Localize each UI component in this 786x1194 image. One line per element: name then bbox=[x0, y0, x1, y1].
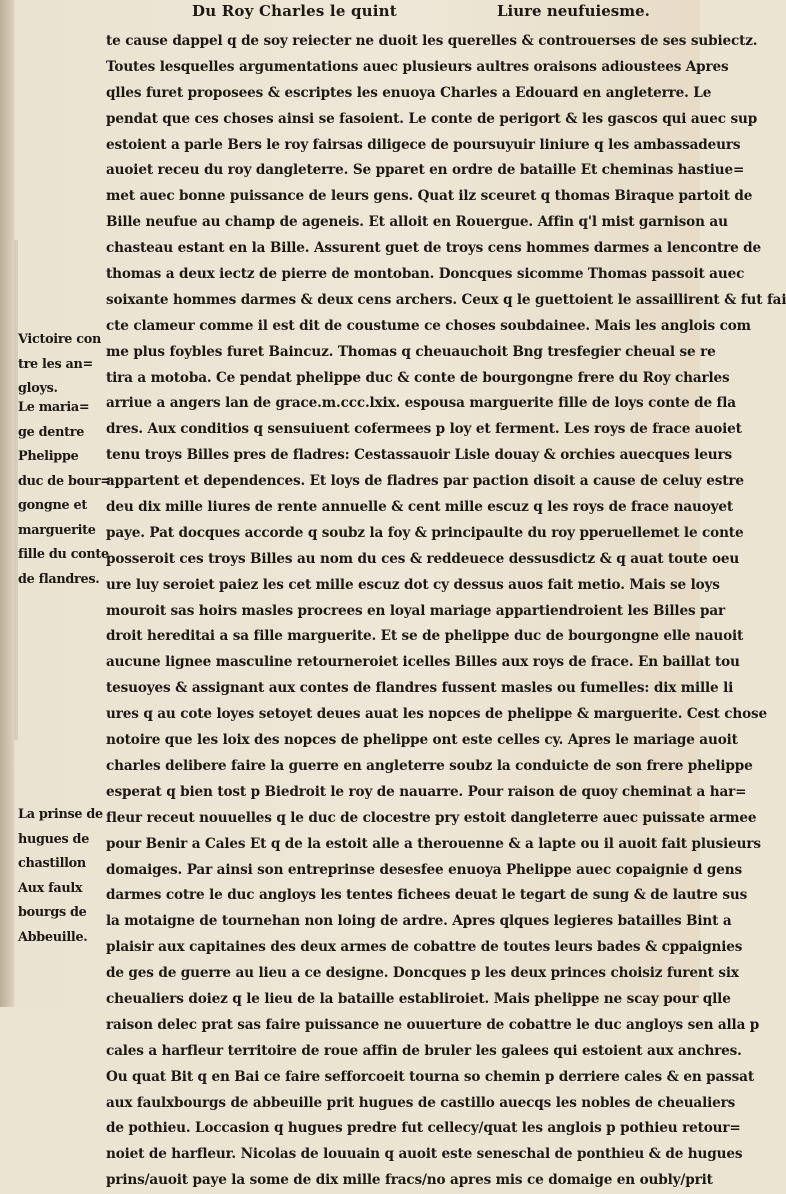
text-line: ure luy seroiet paiez les cet mille escuz dot cy dessus auos fait metio. Mais se loys bbox=[106, 576, 720, 593]
text-line: arriue a angers lan de grace.m.ccc.lxix. espousa marguerite fille de loys conte de fla bbox=[106, 395, 736, 412]
text-line: paye. Pat docques accorde q soubz la foy & principaulte du roy pperuellemet le conte bbox=[106, 524, 744, 541]
margin-note-line: gongne et bbox=[18, 498, 87, 513]
margin-note-line: marguerite bbox=[18, 522, 96, 538]
text-line: droit hereditai a sa fille marguerite. Et se de phelippe duc de bourgongne elle nauoit bbox=[106, 628, 744, 645]
text-line: la motaigne de tournehan non loing de ardre. Apres qlques legieres batailles Bint a bbox=[106, 913, 732, 930]
text-line: pendat que ces choses ainsi se fasoient. Le conte de perigort & les gascos qui auec sup bbox=[106, 110, 758, 127]
page-gutter-shadow bbox=[0, 0, 14, 1007]
text-line: tesuoyes & assignant aux contes de flandres fussent masles ou fumelles: dix mille li bbox=[106, 680, 734, 697]
text-line: deu dix mille liures de rente annuelle & cent mille escuz q les roys de frace nauoyet bbox=[106, 499, 734, 516]
text-line: chasteau estant en la Bille. Assurent guet de troys cens hommes darmes a lencontre de bbox=[106, 240, 762, 257]
text-line: de ges de guerre au lieu a ce designe. Doncques p les deux princes choisiz furent six bbox=[106, 965, 739, 982]
text-line: prins/auoit paye la some de dix mille fracs/no apres mis ce domaige en oubly/prit bbox=[106, 1172, 713, 1189]
margin-note-prinse bbox=[18, 803, 106, 950]
text-line: noiet de harfleur. Nicolas de louuain q auoit este seneschal de ponthieu & de hugues bbox=[106, 1146, 743, 1163]
margin-note-line: gloys. bbox=[18, 381, 58, 396]
text-line: aucune lignee masculine retourneroiet icelles Billes aux roys de frace. En baillat tou bbox=[106, 654, 740, 671]
margin-note-line: La prinse de bbox=[18, 807, 103, 822]
text-line: domaiges. Par ainsi son entreprinse desesfee enuoya Phelippe auec copaignie d gens bbox=[106, 861, 742, 878]
margin-note-mariage bbox=[18, 396, 111, 592]
text-line: ures q au cote loyes setoyet deues auat les nopces de phelippe & marguerite. Cest chose bbox=[106, 706, 768, 723]
text-line: qlles furet proposees & escriptes les enuoya Charles a Edouard en angleterre. Le bbox=[106, 84, 712, 101]
folio-label: Liure neufuiesme. bbox=[497, 2, 650, 20]
margin-note-line: duc de bour= bbox=[18, 473, 111, 489]
text-line: de pothieu. Loccasion q hugues predre fut cellecy/quat les anglois p pothieu retour= bbox=[106, 1120, 741, 1137]
text-line: fleur receut nouuelles q le duc de clocestre pry estoit dangleterre auec puissate armee bbox=[106, 809, 757, 826]
text-line: met auec bonne puissance de leurs gens. Quat ilz sceuret q thomas Biraque partoit de bbox=[106, 188, 753, 205]
margin-note-line: hugues de bbox=[18, 831, 90, 847]
margin-note-line: tre les an= bbox=[18, 356, 93, 372]
running-title: Du Roy Charles le quint bbox=[192, 2, 397, 20]
text-line: Ou quat Bit q en Bai ce faire sefforcoeit tourna so chemin p derriere cales & en passat bbox=[106, 1068, 754, 1085]
margin-note-line: Phelippe bbox=[18, 449, 79, 464]
text-line: Toutes lesquelles argumentations auec plusieurs aultres oraisons adioustees Apres bbox=[106, 58, 729, 75]
text-line: estoient a parle Bers le roy fairsas diligece de poursuyuir liniure q les ambassadeurs bbox=[106, 136, 741, 153]
text-line: esperat q bien tost p Biedroit le roy de nauarre. Pour raison de quoy cheminat a har= bbox=[106, 783, 747, 800]
text-line: posseroit ces troys Billes au nom du ces & reddeuece dessusdictz & q auat toute oeu bbox=[106, 550, 740, 567]
text-line: soixante hommes darmes & deux cens archers. Ceux q le guettoient le assaillirent & fut fai bbox=[106, 291, 786, 308]
text-line: mouroit sas hoirs masles procrees en loyal mariage appartiendroient les Billes par bbox=[106, 602, 726, 619]
text-line: raison delec prat sas faire puissance ne ouuerture de cobattre le duc angloys sen alla p bbox=[106, 1016, 760, 1033]
margin-note-line: Aux faulx bbox=[18, 880, 83, 896]
margin-note-line: bourgs de bbox=[18, 905, 87, 920]
text-line: Bille neufue au champ de ageneis. Et alloit en Rouergue. Affin q'l mist garnison au bbox=[106, 214, 728, 231]
text-line: te cause dappel q de soy reiecter ne duoit les querelles & controuerses de ses subiectz. bbox=[106, 33, 758, 49]
text-line: plaisir aux capitaines des deux armes de cobattre de toutes leurs bades & cppaignies bbox=[106, 939, 743, 956]
text-line: thomas a deux iectz de pierre de montoban. Doncques sicomme Thomas passoit auec bbox=[106, 266, 745, 283]
text-line: cales a harfleur territoire de roue affin de bruler les galees qui estoient aux anchres. bbox=[106, 1042, 742, 1059]
text-line: notoire que les loix des nopces de phelippe ont este celles cy. Apres le mariage auoit bbox=[106, 732, 738, 749]
text-line: dres. Aux conditios q sensuiuent cofermees p loy et ferment. Les roys de frace auoiet bbox=[106, 421, 742, 438]
text-line: pour Benir a Cales Et q de la estoit alle a therouenne & a lapte ou il auoit fait plusieurs bbox=[106, 835, 761, 852]
text-line: charles delibere faire la guerre en angleterre soubz la conduicte de son frere phelippe bbox=[106, 757, 753, 774]
margin-note-line: ge dentre bbox=[18, 424, 85, 440]
margin-note-victoire bbox=[18, 328, 106, 402]
text-line: cte clameur comme il est dit de coustume ce choses soubdainee. Mais les anglois com bbox=[106, 317, 751, 334]
margin-note-line: Le maria= bbox=[18, 400, 90, 415]
text-line: appartent et dependences. Et loys de fladres par paction disoit a cause de celuy estre bbox=[106, 473, 744, 490]
text-line: tenu troys Billes pres de fladres: Cestassauoir Lisle douay & orchies auecques leurs bbox=[106, 447, 733, 464]
margin-note-line: Victoire con bbox=[18, 332, 102, 347]
text-line: me plus foybles furet Baincuz. Thomas q cheuauchoit Bng tresfegier cheual se re bbox=[106, 343, 716, 360]
text-line: auoiet receu du roy dangleterre. Se pparet en ordre de bataille Et cheminas hastiue= bbox=[106, 162, 745, 179]
text-line: cheualiers doiez q le lieu de la bataille establiroiet. Mais phelippe ne scay pour qlle bbox=[106, 990, 731, 1007]
margin-note-line: fille du conte bbox=[18, 547, 109, 562]
margin-note-line: chastillon bbox=[18, 856, 86, 871]
main-text-block bbox=[106, 29, 786, 1189]
margin-note-line: de flandres. bbox=[18, 571, 100, 587]
margin-note-line: Abbeuille. bbox=[18, 929, 88, 945]
text-line: aux faulxbourgs de abbeuille prit hugues de castillo auecqs les nobles de cheualiers bbox=[106, 1094, 736, 1111]
text-line: darmes cotre le duc angloys les tentes fichees deuat le tegart de sung & de lautre sus bbox=[106, 887, 748, 904]
text-line: tira a motoba. Ce pendat phelippe duc & conte de bourgongne frere du Roy charles bbox=[106, 369, 730, 386]
running-header bbox=[0, 0, 700, 26]
